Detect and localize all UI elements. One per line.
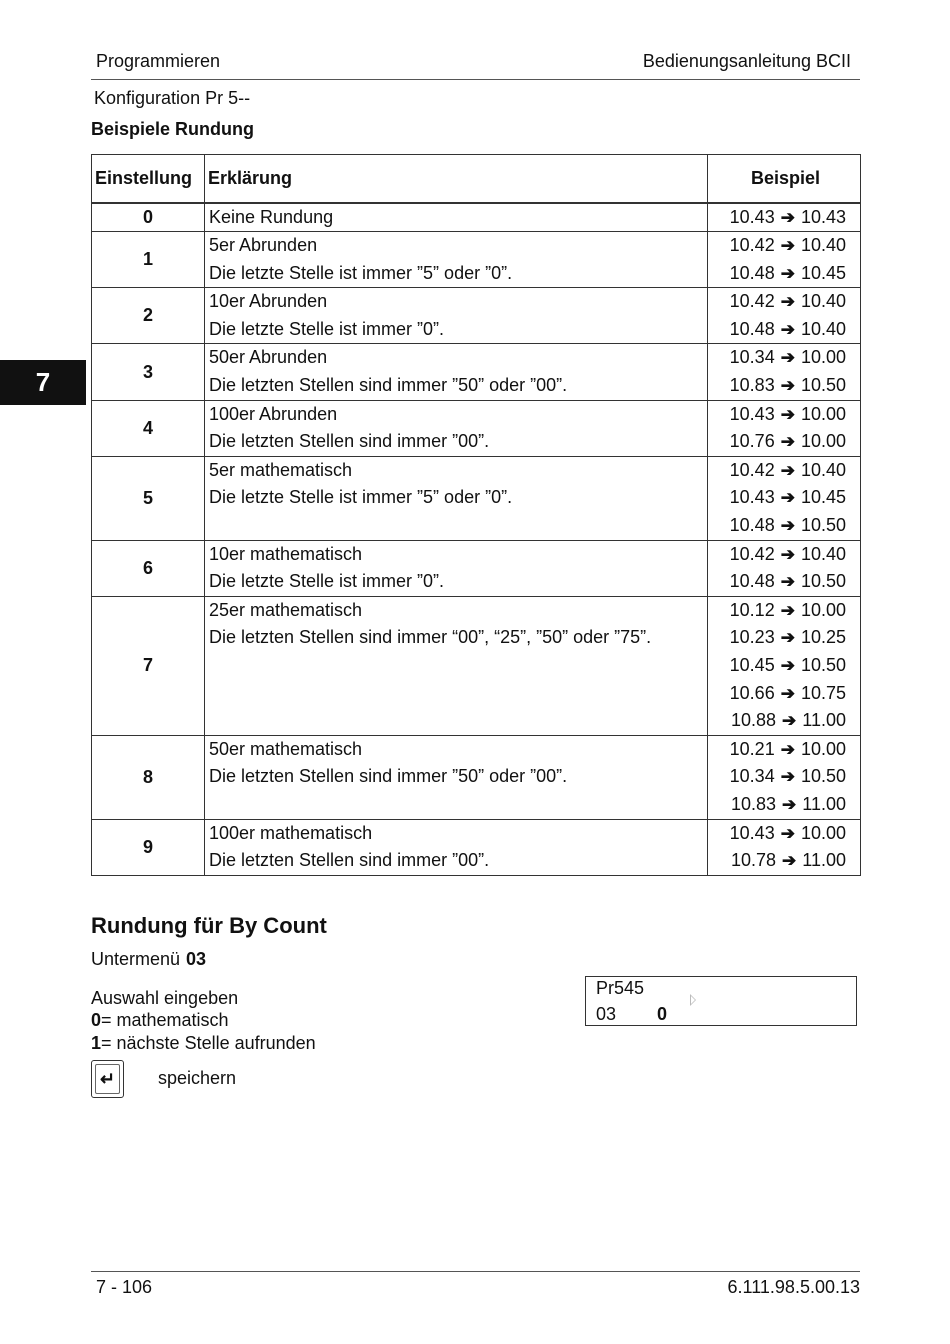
- example-cell: [708, 203, 861, 232]
- example-output: 11.00: [802, 710, 846, 731]
- submenu-label: Untermenü: [91, 949, 181, 969]
- example-line: [708, 597, 846, 625]
- example-output: 10.25: [800, 627, 846, 648]
- explanation-cell: [205, 288, 708, 344]
- table-row: [92, 819, 861, 875]
- enter-key-icon: [91, 1060, 124, 1098]
- example-cell: [708, 596, 861, 735]
- footer-divider: [91, 1271, 860, 1272]
- setting-cell: 9: [92, 819, 205, 875]
- enter-arrow-glyph: ↵: [95, 1064, 120, 1094]
- example-line: [708, 316, 846, 344]
- arrow-right-icon: ➔: [780, 544, 795, 564]
- example-line: [708, 428, 846, 456]
- example-line: [708, 204, 846, 232]
- arrow-right-icon: ➔: [780, 404, 795, 424]
- arrow-right-icon: ➔: [780, 376, 795, 396]
- example-output: 10.40: [800, 543, 846, 564]
- example-input: 10.88: [730, 710, 777, 731]
- example-output: 11.00: [802, 850, 846, 871]
- explanation-line: 100er mathematisch: [209, 822, 373, 843]
- setting-cell: 3: [92, 344, 205, 400]
- example-line: [708, 680, 846, 708]
- example-output: 11.00: [802, 793, 846, 814]
- arrow-right-icon: ➔: [780, 572, 795, 592]
- example-input: 10.78: [730, 850, 777, 871]
- arrow-right-icon: ➔: [780, 292, 795, 312]
- table-row: [92, 735, 861, 819]
- example-input: 10.42: [729, 459, 775, 480]
- example-line: [708, 401, 846, 429]
- arrow-right-icon: ➔: [780, 739, 795, 759]
- example-input: 10.34: [729, 766, 775, 787]
- table-row: [92, 344, 861, 400]
- table-row: [92, 456, 861, 540]
- example-input: 10.43: [729, 487, 775, 508]
- example-line: [708, 344, 846, 372]
- scale-display: [585, 976, 857, 1026]
- chapter-tab: 7: [0, 360, 86, 405]
- header-manual-title: Bedienungsanleitung BCII: [642, 51, 851, 71]
- explanation-cell: [205, 203, 708, 232]
- explanation-line: Die letzte Stelle ist immer ”0”.: [209, 318, 445, 339]
- example-output: 10.45: [800, 487, 846, 508]
- example-output: 10.00: [800, 738, 846, 759]
- arrow-right-icon: ➔: [780, 319, 795, 339]
- example-line: [708, 484, 846, 512]
- table-row: [92, 203, 861, 232]
- example-output: 10.40: [800, 318, 846, 339]
- explanation-line: 10er Abrunden: [209, 291, 328, 312]
- example-cell: [708, 344, 861, 400]
- example-line: [708, 707, 846, 735]
- arrow-right-icon: ➔: [780, 263, 795, 283]
- example-input: 10.48: [729, 318, 775, 339]
- table-row: [92, 232, 861, 288]
- example-line: [708, 541, 846, 569]
- arrow-right-icon: ➔: [780, 600, 795, 620]
- option-text: = nächste Stelle aufrunden: [101, 1033, 316, 1053]
- example-input: 10.45: [729, 655, 775, 675]
- header-section-title: Programmieren: [96, 51, 221, 71]
- example-input: 10.43: [729, 206, 775, 227]
- selection-prompt: Auswahl eingeben: [91, 988, 239, 1008]
- table-row: [92, 596, 861, 735]
- example-cell: [708, 819, 861, 875]
- example-output: 10.43: [800, 206, 846, 227]
- setting-cell: 5: [92, 456, 205, 540]
- explanation-cell: [205, 596, 708, 735]
- example-output: 10.50: [800, 515, 846, 536]
- arrow-right-icon: ➔: [782, 711, 797, 731]
- example-output: 10.00: [800, 403, 846, 424]
- example-input: 10.48: [729, 515, 775, 536]
- explanation-line: Die letzte Stelle ist immer ”5” oder ”0”.: [209, 487, 513, 508]
- example-input: 10.43: [729, 403, 775, 424]
- option-key: 0: [91, 1010, 102, 1030]
- example-input: 10.42: [729, 235, 775, 256]
- setting-cell: 0: [92, 203, 205, 232]
- explanation-line: 5er Abrunden: [209, 235, 318, 256]
- arrow-right-icon: ➔: [780, 516, 795, 536]
- example-output: 10.00: [800, 347, 846, 368]
- explanation-cell: [205, 456, 708, 540]
- document-number: 6.111.98.5.00.13: [727, 1277, 860, 1297]
- example-line: [708, 288, 846, 316]
- table-header-row: [92, 155, 861, 203]
- arrow-right-icon: ➔: [780, 488, 795, 508]
- explanation-line: 25er mathematisch: [209, 599, 363, 620]
- example-cell: [708, 288, 861, 344]
- explanation-line: 100er Abrunden: [209, 403, 338, 424]
- example-output: 10.00: [800, 599, 846, 620]
- option-key: 1: [91, 1033, 102, 1053]
- setting-cell: 2: [92, 288, 205, 344]
- arrow-right-icon: ➔: [782, 851, 797, 871]
- option-0: [91, 1010, 229, 1031]
- example-input: 10.42: [729, 543, 775, 564]
- example-line: [708, 568, 846, 596]
- explanation-line: 5er mathematisch: [209, 459, 353, 480]
- example-input: 10.76: [729, 431, 775, 452]
- explanation-line: 50er Abrunden: [209, 347, 328, 368]
- setting-cell: 1: [92, 232, 205, 288]
- explanation-line: Die letzten Stellen sind immer ”00”.: [209, 431, 490, 452]
- explanation-line: Die letzte Stelle ist immer ”5” oder ”0”.: [209, 262, 513, 283]
- section-title: Beispiele Rundung: [91, 119, 255, 139]
- example-cell: [708, 232, 861, 288]
- option-text: = mathematisch: [101, 1010, 229, 1030]
- example-input: 10.21: [729, 738, 775, 759]
- example-output: 10.40: [800, 291, 846, 312]
- column-header-example: Beispiel: [708, 155, 861, 203]
- explanation-cell: [205, 344, 708, 400]
- example-cell: [708, 456, 861, 540]
- explanation-line: 50er mathematisch: [209, 738, 363, 759]
- example-line: [708, 820, 846, 848]
- explanation-line: Die letzten Stellen sind immer ”50” oder ”00”.: [209, 766, 568, 787]
- explanation-line: 10er mathematisch: [209, 543, 363, 564]
- explanation-cell: [205, 400, 708, 456]
- explanation-cell: [205, 232, 708, 288]
- header-divider: [91, 79, 860, 80]
- arrow-right-icon: ➔: [782, 794, 797, 814]
- example-input: 10.42: [729, 291, 775, 312]
- configuration-subheading: Konfiguration Pr 5--: [94, 88, 251, 108]
- arrow-right-icon: ➔: [780, 236, 795, 256]
- submenu-value: 03: [186, 949, 207, 969]
- display-program-code: Pr545: [596, 978, 645, 998]
- by-count-heading: Rundung für By Count: [91, 913, 327, 938]
- setting-cell: 6: [92, 540, 205, 596]
- example-input: 10.43: [729, 822, 775, 843]
- example-line: [708, 232, 846, 260]
- example-output: 10.50: [800, 766, 846, 787]
- arrow-right-icon: ➔: [780, 767, 795, 787]
- example-output: 10.45: [800, 262, 846, 283]
- example-output: 10.75: [800, 682, 846, 703]
- example-line: [708, 624, 846, 652]
- table-row: [92, 288, 861, 344]
- explanation-line: Die letzten Stellen sind immer ”50” oder ”00”.: [209, 375, 568, 396]
- arrow-right-icon: ➔: [780, 460, 795, 480]
- setting-cell: 4: [92, 400, 205, 456]
- explanation-cell: [205, 735, 708, 819]
- example-cell: [708, 540, 861, 596]
- setting-cell: 7: [92, 596, 205, 735]
- example-line: [708, 847, 846, 875]
- explanation-line: Die letzten Stellen sind immer “00”, “25”, ”50” oder ”75”.: [209, 627, 652, 648]
- example-line: [708, 512, 846, 540]
- example-input: 10.23: [729, 627, 775, 648]
- example-cell: [708, 400, 861, 456]
- arrow-right-icon: ➔: [780, 656, 795, 675]
- example-output: 10.00: [800, 431, 846, 452]
- arrow-right-icon: ➔: [780, 823, 795, 843]
- arrow-right-icon: ➔: [780, 683, 795, 703]
- example-output: 10.50: [800, 571, 846, 592]
- example-input: 10.48: [729, 262, 775, 283]
- arrow-right-icon: ➔: [780, 628, 795, 648]
- table-row: [92, 540, 861, 596]
- example-input: 10.48: [729, 571, 775, 592]
- example-output: 10.50: [800, 375, 846, 396]
- table-row: [92, 400, 861, 456]
- explanation-line: Die letzten Stellen sind immer ”00”.: [209, 850, 490, 871]
- example-line: [708, 763, 846, 791]
- example-line: [708, 372, 846, 400]
- example-input: 10.66: [729, 682, 775, 703]
- column-header-explanation: Erklärung: [205, 155, 708, 203]
- example-line: [708, 736, 846, 764]
- example-input: 10.83: [730, 793, 777, 814]
- explanation-cell: [205, 540, 708, 596]
- example-line: [708, 791, 846, 819]
- example-output: 10.40: [800, 235, 846, 256]
- option-1: [91, 1033, 316, 1054]
- arrow-right-icon: ➔: [780, 348, 795, 368]
- example-line: [708, 260, 846, 288]
- example-line: [708, 652, 846, 680]
- column-header-setting: Einstellung: [92, 155, 205, 203]
- example-output: 10.50: [800, 655, 846, 675]
- explanation-line: Keine Rundung: [209, 206, 334, 227]
- explanation-line: Die letzte Stelle ist immer ”0”.: [209, 571, 445, 592]
- example-input: 10.34: [729, 347, 775, 368]
- submenu-line: [91, 949, 206, 970]
- rounding-examples-table: [91, 154, 861, 876]
- example-cell: [708, 735, 861, 819]
- explanation-cell: [205, 819, 708, 875]
- setting-cell: 8: [92, 735, 205, 819]
- example-input: 10.83: [729, 375, 775, 396]
- arrow-right-icon: ➔: [780, 207, 795, 227]
- display-submenu-code: 03: [596, 1004, 617, 1024]
- example-output: 10.00: [800, 822, 846, 843]
- arrow-right-icon: ➔: [780, 432, 795, 452]
- cursor-arrow-icon: [690, 994, 696, 1006]
- example-input: 10.12: [729, 599, 775, 620]
- example-line: [708, 457, 846, 485]
- save-label: speichern: [158, 1068, 237, 1088]
- display-value: 0: [657, 1004, 668, 1024]
- example-output: 10.40: [800, 459, 846, 480]
- page-number: 7 - 106: [96, 1277, 153, 1297]
